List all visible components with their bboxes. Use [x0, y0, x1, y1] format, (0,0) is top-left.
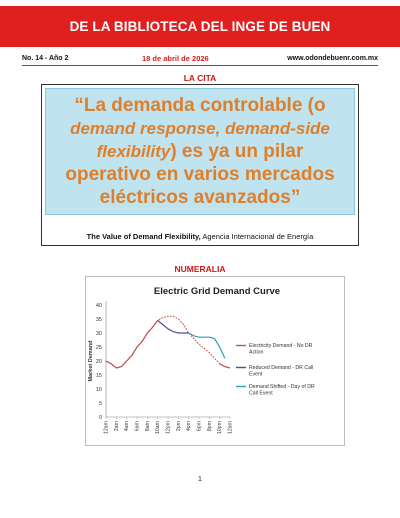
chart-title: Electric Grid Demand Curve: [153, 286, 281, 297]
y-axis-label: Market Demand: [88, 340, 94, 382]
x-tick-label: 6pm: [196, 421, 203, 432]
legend-label-1: Electricity Demand - No DR Action: [249, 343, 313, 356]
newsletter-banner: [0, 6, 400, 47]
y-tick-label: 25: [95, 345, 102, 351]
x-tick-label: 4am: [124, 421, 131, 432]
chart-canvas: [86, 277, 344, 445]
quote-source-title: The Value of Demand Flexibility,: [86, 232, 201, 241]
legend-label-2: Reduced Demand - DR Call Event: [249, 365, 314, 378]
y-tick-label: 40: [95, 303, 102, 309]
y-tick-label: 15: [95, 373, 102, 379]
x-tick-label: 10pm: [217, 421, 224, 434]
website-link[interactable]: www.odondebuenr.com.mx: [287, 55, 378, 62]
y-tick-label: 30: [95, 331, 102, 337]
series-line-2: [158, 320, 189, 333]
quote-section-title: LA CITA: [183, 73, 217, 83]
x-tick-label: 8am: [144, 421, 151, 432]
y-tick-label: 10: [95, 387, 102, 393]
series-line-1-solid-morning: [106, 320, 158, 368]
quote-source-org: Agencia Internacional de Energía: [200, 232, 314, 241]
quote-part-open: “La demanda controlable (o: [74, 95, 326, 116]
quote-source: [42, 232, 358, 241]
x-tick-label: 10am: [155, 421, 162, 434]
y-tick-label: 35: [95, 317, 102, 323]
quote-text: [52, 94, 348, 209]
x-tick-label: 12am: [103, 421, 110, 434]
series-line-1: [106, 316, 230, 368]
quote-part-emphasis: demand response, demand-side flexibility: [70, 119, 330, 161]
header-divider: [22, 65, 378, 66]
quote-part-close: ) es ya un pilar operativo en varios mercados eléctricos avanzados”: [65, 141, 335, 208]
series-line-1-solid-night: [220, 364, 230, 368]
x-tick-label: 2am: [113, 421, 120, 432]
issue-meta-row: [22, 53, 378, 65]
x-tick-label: 6am: [134, 421, 141, 432]
issue-number: No. 14 - Año 2: [22, 55, 69, 62]
x-tick-label: 8pm: [206, 421, 213, 432]
x-tick-label: 12am: [227, 421, 234, 434]
demand-curve-chart: [85, 276, 345, 446]
quote-card: [41, 84, 359, 246]
series-line-3: [189, 333, 225, 358]
quote-text-box: [45, 88, 355, 215]
numeralia-section-title: NUMERALIA: [174, 264, 226, 274]
newsletter-title: DE LA BIBLIOTECA DEL INGE DE BUEN: [69, 19, 331, 34]
y-tick-label: 5: [98, 401, 102, 407]
y-tick-label: 20: [95, 359, 102, 365]
x-tick-label: 12pm: [165, 421, 172, 434]
y-tick-label: 0: [98, 415, 102, 421]
page-number: 1: [198, 476, 202, 483]
x-tick-label: 2pm: [175, 421, 182, 432]
legend-label-3: Demand Shifted - Day of DR Call Event: [249, 384, 315, 397]
issue-date: 18 de abril de 2026: [142, 54, 209, 63]
x-tick-label: 4pm: [186, 421, 193, 432]
